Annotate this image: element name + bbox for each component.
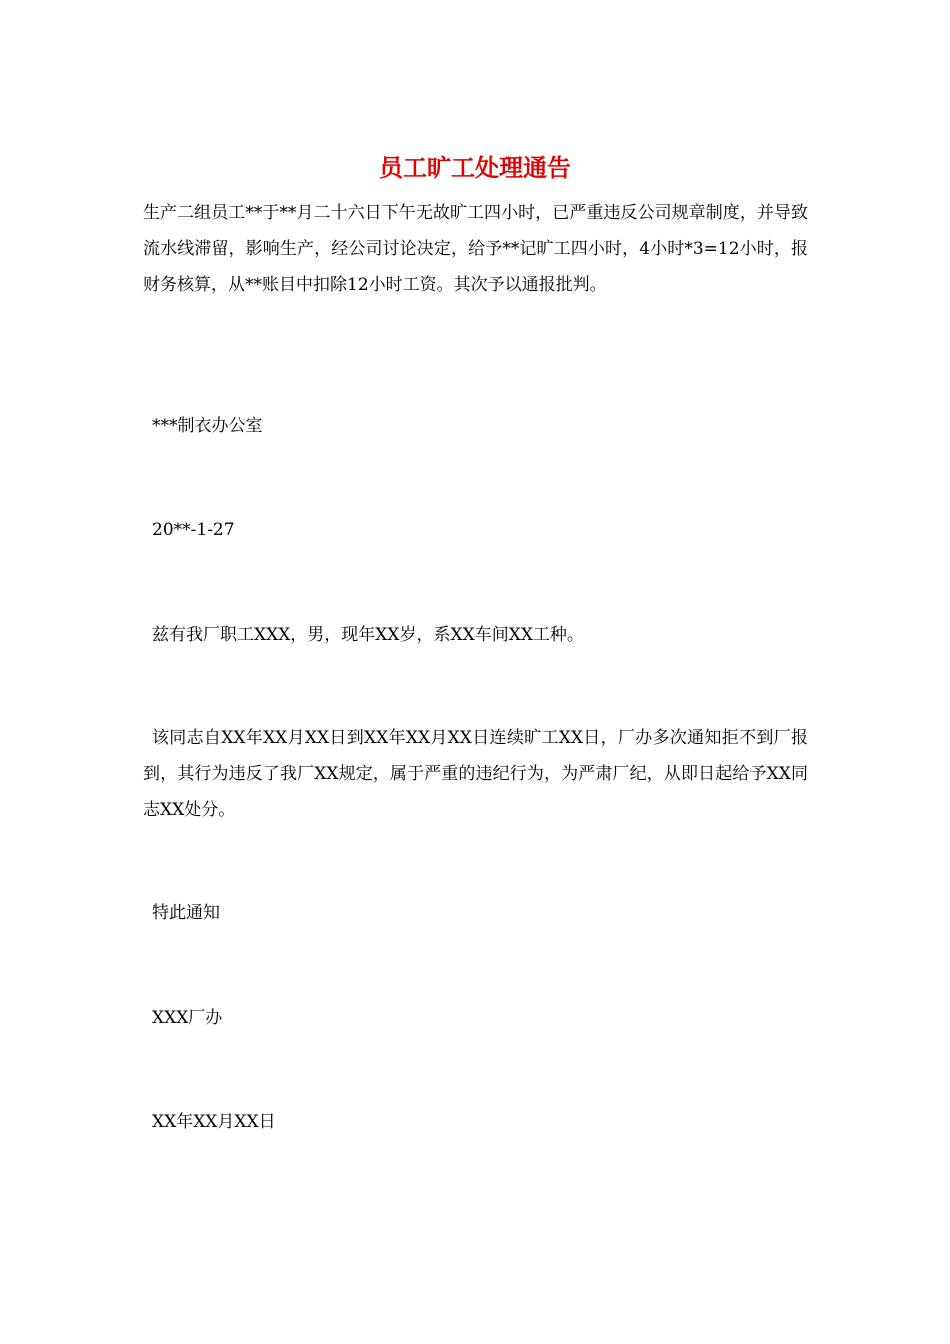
notice-closing: 特此通知 [152, 903, 220, 923]
employee-info-paragraph: 兹有我厂职工XXX，男，现年XX岁，系XX车间XX工种。 [152, 625, 584, 645]
signature-date: XX年XX月XX日 [152, 1112, 276, 1132]
document-title: 员工旷工处理通告 [379, 153, 571, 182]
issue-date: 20**-1-27 [152, 520, 235, 540]
issuer-factory-office: XXX厂办 [152, 1008, 223, 1028]
issuer-office: ***制衣办公室 [152, 416, 263, 436]
disciplinary-paragraph: 该同志自XX年XX月XX日到XX年XX月XX日连续旷工XX日，厂办多次通知拒不到厂报到，其行为违反了我厂XX规定，属于严重的违纪行为，为严肃厂纪，从即日起给予XX同志XX处分。 [143, 728, 808, 820]
absence-notice-paragraph: 生产二组员工**于**月二十六日下午无故旷工四小时，已严重违反公司规章制度，并导致流水线滞留，影响生产，经公司讨论决定，给予**记旷工四小时，4小时*3=12小时，报财务核算，从**账目中扣除12小时工资。其次予以通报批判。 [143, 203, 808, 295]
